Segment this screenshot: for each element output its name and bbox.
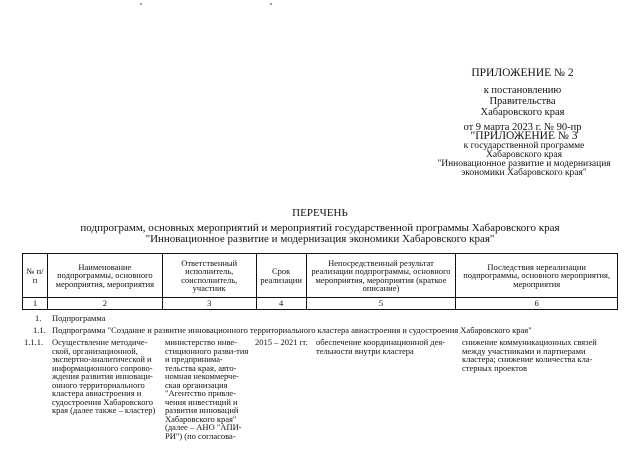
col-num-4: 4 (256, 298, 306, 310)
col-num-1: 1 (23, 298, 48, 310)
appendix-2-title: ПРИЛОЖЕНИЕ № 2 (471, 67, 574, 79)
scan-mark-right (270, 3, 272, 5)
program-table (22, 253, 618, 310)
program-name-line2: экономики Хабаровского края" (461, 168, 587, 178)
title-line1: подпрограмм, основных мероприятий и мероприятий государственной программы Хабаровского края (80, 222, 560, 234)
col-num-3: 3 (162, 298, 256, 310)
header-name: Наименование подпрограммы, основного мероприятия, мероприятия (47, 254, 162, 298)
program-region-line: Хабаровского края (486, 150, 562, 160)
header-executor: Ответственный исполнитель, соисполнитель, участник (162, 254, 256, 298)
col-num-2: 2 (47, 298, 162, 310)
appendix-3-block (418, 130, 630, 178)
row-1-1-1-result: обеспечение координационной дея-тельности внутри кластера (316, 337, 446, 356)
government-line: Правительства (489, 96, 556, 107)
appendix-2-block (440, 66, 605, 133)
date-line: от 9 марта 2023 г. № 90-пр (463, 122, 582, 133)
column-number-row (23, 298, 618, 310)
row-1-1-1-name: Осуществление методиче-ской, организационной, экспертно-аналитической и информационного сопрово-ждения развития инноваци-онного территориального кластера авиастроения и судостроения Хабаровского края (далее также – кластер) (52, 337, 156, 415)
region-line: Хабаровского края (480, 107, 565, 118)
state-program-line: к государственной программе (463, 141, 585, 151)
row-1-1-1-executor: министерство инве-стиционного разви-тия и предпринима-тельства края, авто-номная некоммерче-ская организация "Агентство привле-чения инвестиций и развития инноваций Хабаровского края" (далее – АНО "АПИ-РИ") (по согласова- (165, 337, 249, 441)
scan-mark-left (140, 3, 142, 5)
appendix-3-title: "ПРИЛОЖЕНИЕ № 3 (470, 130, 578, 142)
resolution-line: к постановлению (483, 85, 562, 96)
document-title (40, 208, 600, 245)
title-line2: "Инновационное развитие и модернизация экономики Хабаровского края" (145, 233, 495, 245)
row-1-text: Подпрограмма (52, 313, 106, 323)
table-header-row (23, 254, 618, 298)
row-1-1-1-number: 1.1.1. (24, 337, 44, 347)
row-1-1-number: 1.1. (33, 325, 46, 335)
row-1-1-1-consequence: снижение коммуникационных связей между участниками и партнерами кластера; снижение количества кла-стерных проектов (462, 337, 597, 373)
row-1-1-text: Подпрограмма "Создание и развитие инновационного территориального кластера авиастроения и судостроения Хабаровского края" (52, 325, 532, 335)
header-consequence: Последствия нереализации подпрограммы, основного мероприятия, мероприятия (456, 254, 618, 298)
header-result: Непосредственный результат реализации подпрограммы, основного мероприятия, мероприятия (краткое описание) (306, 254, 456, 298)
program-name-line1: "Инновационное развитие и модернизация (437, 159, 611, 169)
header-number: № п/п (23, 254, 48, 298)
row-1-1-1-period: 2015 – 2021 гг. (255, 337, 308, 347)
col-num-5: 5 (306, 298, 456, 310)
row-1-number: 1. (35, 313, 42, 323)
header-period: Срок реализации (256, 254, 306, 298)
title-heading: ПЕРЕЧЕНЬ (292, 207, 348, 219)
col-num-6: 6 (456, 298, 618, 310)
